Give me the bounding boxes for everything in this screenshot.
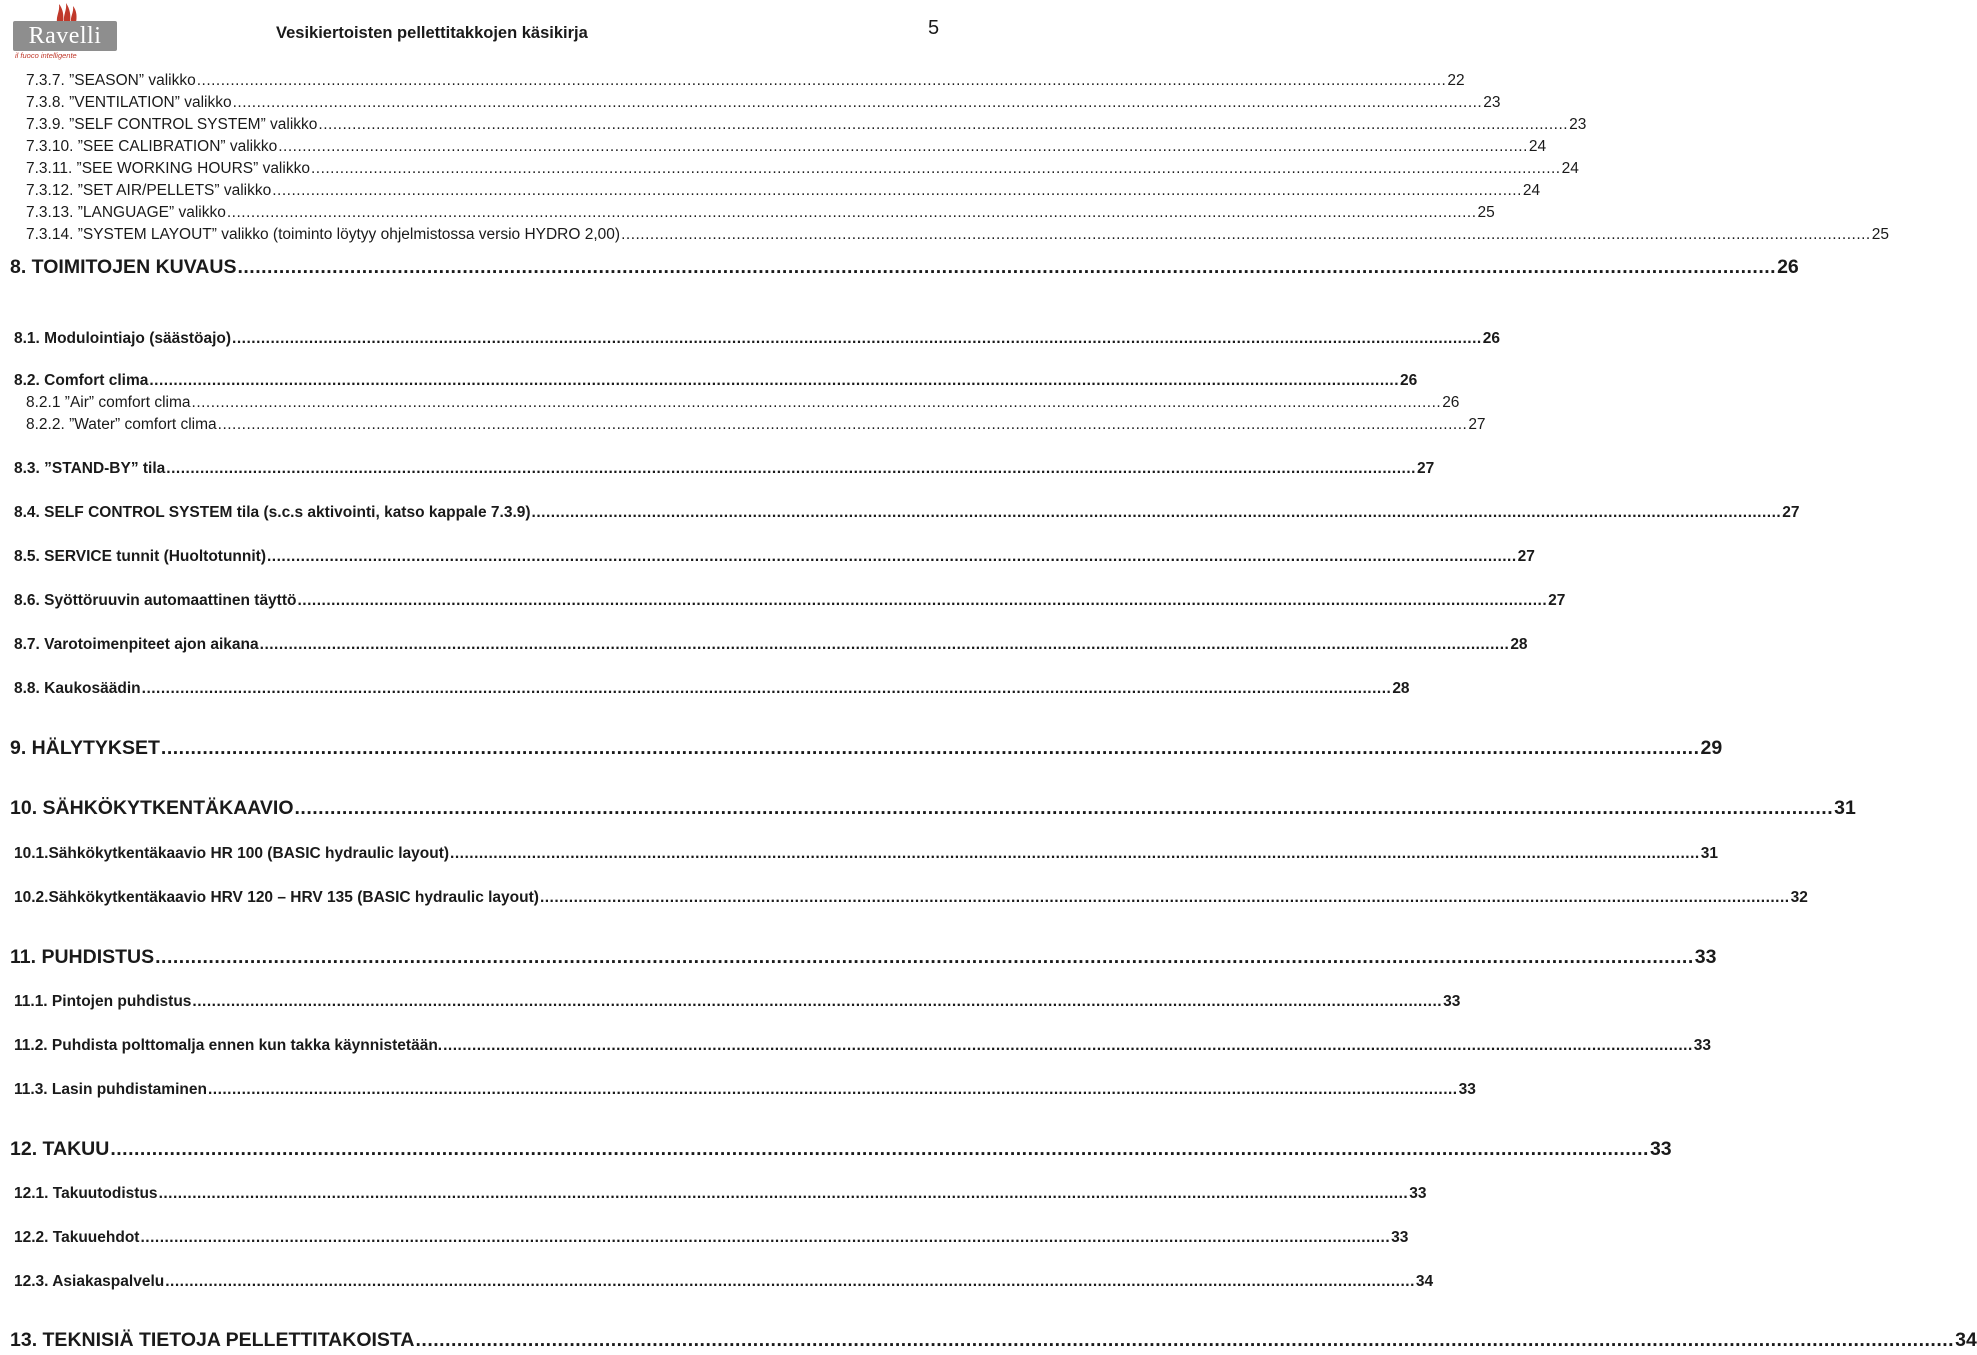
toc-entry[interactable] <box>26 72 1465 92</box>
toc-entry-title: 8.2.1 ”Air” comfort clima <box>26 394 191 411</box>
toc-entry-title: 7.3.11. ”SEE WORKING HOURS” valikko <box>26 160 310 177</box>
toc-dot-leader: .................................................................................................................................................................................................................................................................... <box>232 94 1483 111</box>
toc-dot-leader: .................................................................................................................................................................................................................................................................... <box>539 889 1790 906</box>
toc-entry-title: 8.8. Kaukosäädin <box>14 680 141 697</box>
toc-entry-title: 12. TAKUU <box>10 1138 110 1160</box>
document-title: Vesikiertoisten pellettitakkojen käsikirja <box>276 24 588 42</box>
toc-dot-leader: .................................................................................................................................................................................................................................................................... <box>310 160 1561 177</box>
toc-dot-leader: .................................................................................................................................................................................................................................................................... <box>272 182 1522 199</box>
toc-entry-title: 8.4. SELF CONTROL SYSTEM tila (s.c.s aktivointi, katso kappale 7.3.9) <box>14 504 531 521</box>
toc-entry-page: 26 <box>1482 330 1500 347</box>
toc-entry[interactable] <box>10 946 1717 972</box>
toc-entry-title: 8.7. Varotoimenpiteet ajon aikana <box>14 636 259 653</box>
toc-entry-page: 26 <box>1442 394 1460 411</box>
toc-entry-title: 7.3.7. ”SEASON” valikko <box>26 72 196 89</box>
toc-dot-leader: .................................................................................................................................................................................................................................................................... <box>415 1329 1955 1351</box>
toc-entry-title: 7.3.14. ”SYSTEM LAYOUT” valikko (toiminto löytyy ohjelmistossa versio HYDRO 2,00) <box>26 226 621 243</box>
toc-entry-page: 23 <box>1483 94 1501 111</box>
toc-dot-leader: .................................................................................................................................................................................................................................................................... <box>450 845 1700 862</box>
toc-entry-title: 9. HÄLYTYKSET <box>10 737 160 759</box>
toc-dot-leader: .................................................................................................................................................................................................................................................................... <box>191 394 1442 411</box>
toc-entry-page: 22 <box>1447 72 1465 89</box>
toc-entry-page: 33 <box>1409 1185 1427 1202</box>
toc-entry[interactable] <box>26 116 1587 136</box>
toc-entry-page: 27 <box>1782 504 1800 521</box>
toc-entry-page: 29 <box>1700 737 1723 759</box>
toc-dot-leader: .................................................................................................................................................................................................................................................................... <box>141 680 1392 697</box>
toc-entry[interactable] <box>26 204 1495 224</box>
toc-entry[interactable] <box>14 372 1418 392</box>
toc-dot-leader: .................................................................................................................................................................................................................................................................... <box>207 1081 1458 1098</box>
toc-dot-leader: .................................................................................................................................................................................................................................................................... <box>196 72 1447 89</box>
toc-entry-title: 11. PUHDISTUS <box>10 946 155 968</box>
toc-dot-leader: .................................................................................................................................................................................................................................................................... <box>294 797 1834 819</box>
toc-entry-page: 23 <box>1569 116 1587 133</box>
toc-dot-leader: .................................................................................................................................................................................................................................................................... <box>259 636 1510 653</box>
toc-entry[interactable] <box>10 1138 1672 1164</box>
toc-entry[interactable] <box>14 993 1461 1013</box>
toc-entry-title: 8.2.2. ”Water” comfort clima <box>26 416 217 433</box>
page-number: 5 <box>928 17 940 39</box>
toc-entry-title: 7.3.12. ”SET AIR/PELLETS” valikko <box>26 182 272 199</box>
toc-dot-leader: .................................................................................................................................................................................................................................................................... <box>237 256 1777 278</box>
toc-entry-page: 24 <box>1522 182 1541 199</box>
toc-entry[interactable] <box>26 394 1460 414</box>
toc-dot-leader: .................................................................................................................................................................................................................................................................... <box>267 548 1517 565</box>
toc-entry-page: 25 <box>1871 226 1889 243</box>
toc-entry-page: 33 <box>1694 946 1717 968</box>
toc-entry[interactable] <box>26 138 1547 158</box>
brand-name: Ravelli <box>28 23 102 49</box>
toc-entry-page: 27 <box>1548 592 1566 609</box>
toc-entry[interactable] <box>14 460 1435 480</box>
toc-entry-page: 28 <box>1392 680 1410 697</box>
toc-dot-leader: .................................................................................................................................................................................................................................................................... <box>192 993 1443 1010</box>
toc-dot-leader: .................................................................................................................................................................................................................................................................... <box>155 946 1694 968</box>
toc-dot-leader: .................................................................................................................................................................................................................................................................... <box>110 1138 1649 1160</box>
toc-entry[interactable] <box>10 797 1856 823</box>
toc-entry-page: 34 <box>1955 1329 1977 1351</box>
toc-entry-title: 7.3.10. ”SEE CALIBRATION” valikko <box>26 138 278 155</box>
toc-dot-leader: .................................................................................................................................................................................................................................................................... <box>443 1037 1693 1054</box>
toc-entry[interactable] <box>10 1329 1977 1355</box>
toc-entry-title: 13. TEKNISIÄ TIETOJA PELLETTITAKOISTA <box>10 1329 415 1351</box>
brand-tagline: il fuoco intelligente <box>15 51 77 60</box>
toc-entry-page: 33 <box>1391 1229 1409 1246</box>
toc-entry[interactable] <box>14 504 1800 524</box>
toc-entry-title: 10. SÄHKÖKYTKENTÄKAAVIO <box>10 797 294 819</box>
toc-dot-leader: .................................................................................................................................................................................................................................................................... <box>158 1185 1409 1202</box>
toc-entry-page: 24 <box>1561 160 1579 177</box>
toc-entry-page: 34 <box>1415 1273 1434 1290</box>
toc-entry[interactable] <box>26 226 1889 246</box>
toc-entry-page: 33 <box>1649 1138 1672 1160</box>
toc-entry[interactable] <box>14 636 1528 656</box>
toc-entry[interactable] <box>10 256 1799 282</box>
toc-dot-leader: .................................................................................................................................................................................................................................................................... <box>318 116 1569 133</box>
toc-entry-title: 12.1. Takuutodistus <box>14 1185 158 1202</box>
toc-entry-title: 8.2. Comfort clima <box>14 372 149 389</box>
toc-dot-leader: .................................................................................................................................................................................................................................................................... <box>531 504 1782 521</box>
toc-dot-leader: .................................................................................................................................................................................................................................................................... <box>297 592 1548 609</box>
toc-entry[interactable] <box>14 1081 1476 1101</box>
toc-dot-leader: .................................................................................................................................................................................................................................................................... <box>165 1273 1415 1290</box>
toc-entry-title: 8.1. Modulointiajo (säästöajo) <box>14 330 232 347</box>
toc-entry[interactable] <box>14 330 1500 350</box>
toc-entry-page: 24 <box>1528 138 1547 155</box>
toc-entry[interactable] <box>14 1229 1409 1249</box>
toc-entry-page: 26 <box>1777 256 1799 278</box>
toc-entry-title: 7.3.9. ”SELF CONTROL SYSTEM” valikko <box>26 116 318 133</box>
toc-entry-title: 12.3. Asiakaspalvelu <box>14 1273 165 1290</box>
toc-dot-leader: .................................................................................................................................................................................................................................................................... <box>278 138 1528 155</box>
toc-entry-page: 31 <box>1834 797 1856 819</box>
toc-entry-page: 27 <box>1416 460 1435 477</box>
toc-entry-title: 8.5. SERVICE tunnit (Huoltotunnit) <box>14 548 266 565</box>
toc-entry-title: 8.3. ”STAND-BY” tila <box>14 460 166 477</box>
toc-entry-page: 33 <box>1693 1037 1712 1054</box>
toc-entry-title: 8. TOIMITOJEN KUVAUS <box>10 256 237 278</box>
toc-entry[interactable] <box>10 737 1723 763</box>
toc-entry-title: 7.3.13. ”LANGUAGE” valikko <box>26 204 226 221</box>
toc-entry[interactable] <box>14 1185 1427 1205</box>
toc-entry-page: 28 <box>1510 636 1528 653</box>
toc-dot-leader: .................................................................................................................................................................................................................................................................... <box>166 460 1416 477</box>
toc-entry-title: 11.2. Puhdista polttomalja ennen kun takka käynnistetään. <box>14 1037 443 1054</box>
toc-entry-title: 11.1. Pintojen puhdistus <box>14 993 192 1010</box>
toc-entry-page: 33 <box>1458 1081 1476 1098</box>
toc-entry[interactable] <box>26 182 1541 202</box>
toc-entry[interactable] <box>14 845 1718 865</box>
toc-dot-leader: .................................................................................................................................................................................................................................................................... <box>140 1229 1391 1246</box>
toc-entry-page: 31 <box>1700 845 1718 862</box>
toc-entry[interactable] <box>26 160 1579 180</box>
toc-entry[interactable] <box>26 94 1501 114</box>
toc-entry-page: 25 <box>1477 204 1495 221</box>
toc-dot-leader: .................................................................................................................................................................................................................................................................... <box>149 372 1400 389</box>
toc-entry[interactable] <box>14 889 1808 909</box>
toc-entry-page: 27 <box>1468 416 1486 433</box>
toc-entry-title: 12.2. Takuuehdot <box>14 1229 140 1246</box>
toc-dot-leader: .................................................................................................................................................................................................................................................................... <box>226 204 1477 221</box>
toc-entry-title: 8.6. Syöttöruuvin automaattinen täyttö <box>14 592 297 609</box>
toc-entry-title: 7.3.8. ”VENTILATION” valikko <box>26 94 232 111</box>
toc-entry-title: 11.3. Lasin puhdistaminen <box>14 1081 207 1098</box>
toc-dot-leader: .................................................................................................................................................................................................................................................................... <box>621 226 1871 243</box>
toc-entry-title: 10.1.Sähkökytkentäkaavio HR 100 (BASIC hydraulic layout) <box>14 845 450 862</box>
toc-entry-page: 32 <box>1790 889 1808 906</box>
toc-entry[interactable] <box>14 548 1535 568</box>
toc-entry-title: 10.2.Sähkökytkentäkaavio HRV 120 – HRV 135 (BASIC hydraulic layout) <box>14 889 539 906</box>
toc-dot-leader: .................................................................................................................................................................................................................................................................... <box>160 737 1700 759</box>
toc-entry[interactable] <box>14 592 1566 612</box>
toc-entry-page: 27 <box>1517 548 1535 565</box>
toc-entry[interactable] <box>14 680 1410 700</box>
toc-entry[interactable] <box>14 1273 1434 1293</box>
toc-entry-page: 26 <box>1400 372 1418 389</box>
toc-entry[interactable] <box>14 1037 1712 1057</box>
toc-dot-leader: .................................................................................................................................................................................................................................................................... <box>232 330 1482 347</box>
toc-entry[interactable] <box>26 416 1486 436</box>
toc-entry-page: 33 <box>1443 993 1461 1010</box>
toc-dot-leader: .................................................................................................................................................................................................................................................................... <box>217 416 1468 433</box>
